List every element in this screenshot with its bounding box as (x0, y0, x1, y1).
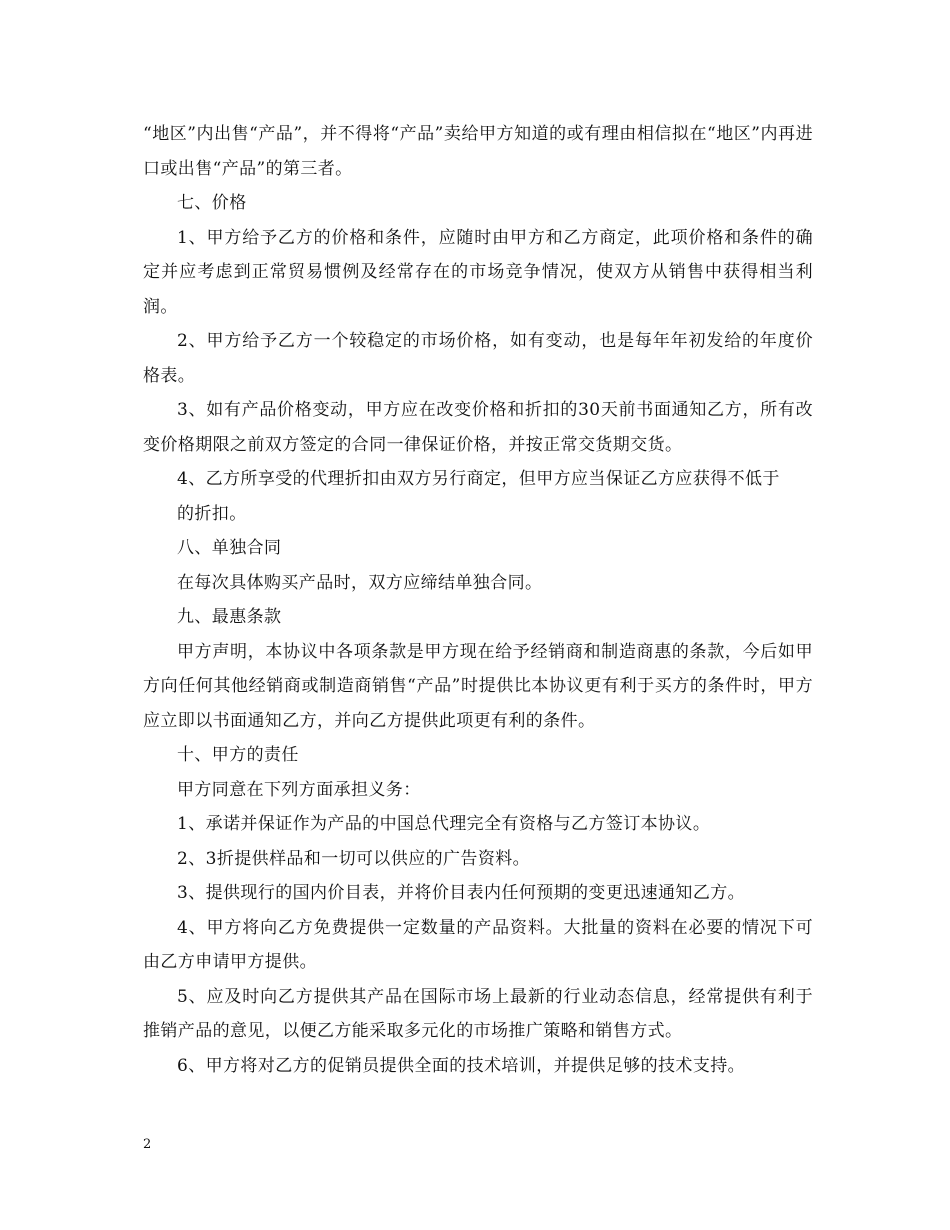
paragraph-price-clause-2: 2、甲方给予乙方一个较稳定的市场价格，如有变动，也是每年年初发给的年度价格表。 (143, 331, 813, 386)
document-body (143, 117, 813, 1083)
heading-section-10-party-a-duties: 十、甲方的责任 (177, 745, 299, 765)
paragraph-duty-1: 1、承诺并保证作为产品的中国总代理完全有资格与乙方签订本协议。 (177, 814, 711, 834)
paragraph-party-a-agrees: 甲方同意在下列方面承担义务： (177, 779, 421, 800)
paragraph-price-clause-4: 4、乙方所享受的代理折扣由双方另行商定，但甲方应当保证乙方应获得不低于 (177, 469, 780, 489)
paragraph-duty-4: 4、甲方将向乙方免费提供一定数量的产品资料。大批量的资料在必要的情况下可由乙方申请甲方提供。 (143, 917, 813, 972)
paragraph-most-favored: 甲方声明，本协议中各项条款是甲方现在给予经销商和制造商惠的条款，今后如甲方向任何其他经销商或制造商销售“产品”时提供比本协议更有利于买方的条件时，甲方应立即以书面通知乙方，并向乙方提供此项更有利的条件。 (143, 641, 813, 731)
paragraph-price-clause-4-continued: 的折扣。 (177, 503, 247, 524)
paragraph-price-clause-1: 1、甲方给予乙方的价格和条件，应随时由甲方和乙方商定，此项价格和条件的确定并应考虑到正常贸易惯例及经常存在的市场竞争情况，使双方从销售中获得相当利润。 (143, 227, 813, 317)
paragraph-continued-region-clause: “地区”内出售“产品”，并不得将“产品”卖给甲方知道的或有理由相信拟在“地区”内再进口或出售“产品”的第三者。 (143, 124, 813, 179)
paragraph-duty-5: 5、应及时向乙方提供其产品在国际市场上最新的行业动态信息，经常提供有利于推销产品的意见，以便乙方能采取多元化的市场推广策略和销售方式。 (143, 986, 813, 1041)
paragraph-duty-3: 3、提供现行的国内价目表，并将价目表内任何预期的变更迅速通知乙方。 (177, 883, 746, 903)
heading-section-8-separate-contract: 八、单独合同 (177, 538, 282, 558)
paragraph-duty-6: 6、甲方将对乙方的促销员提供全面的技术培训，并提供足够的技术支持。 (177, 1055, 746, 1076)
paragraph-separate-contract: 在每次具体购买产品时，双方应缔结单独合同。 (177, 572, 543, 593)
paragraph-price-clause-3: 3、如有产品价格变动，甲方应在改变价格和折扣的30天前书面通知乙方，所有改变价格期限之前双方签定的合同一律保证价格，并按正常交货期交货。 (143, 400, 813, 455)
heading-section-9-most-favored: 九、最惠条款 (177, 607, 282, 627)
paragraph-duty-2: 2、3折提供样品和一切可以供应的广告资料。 (177, 848, 531, 869)
heading-section-7-price: 七、价格 (177, 193, 247, 213)
page-number: 2 (143, 1137, 152, 1152)
